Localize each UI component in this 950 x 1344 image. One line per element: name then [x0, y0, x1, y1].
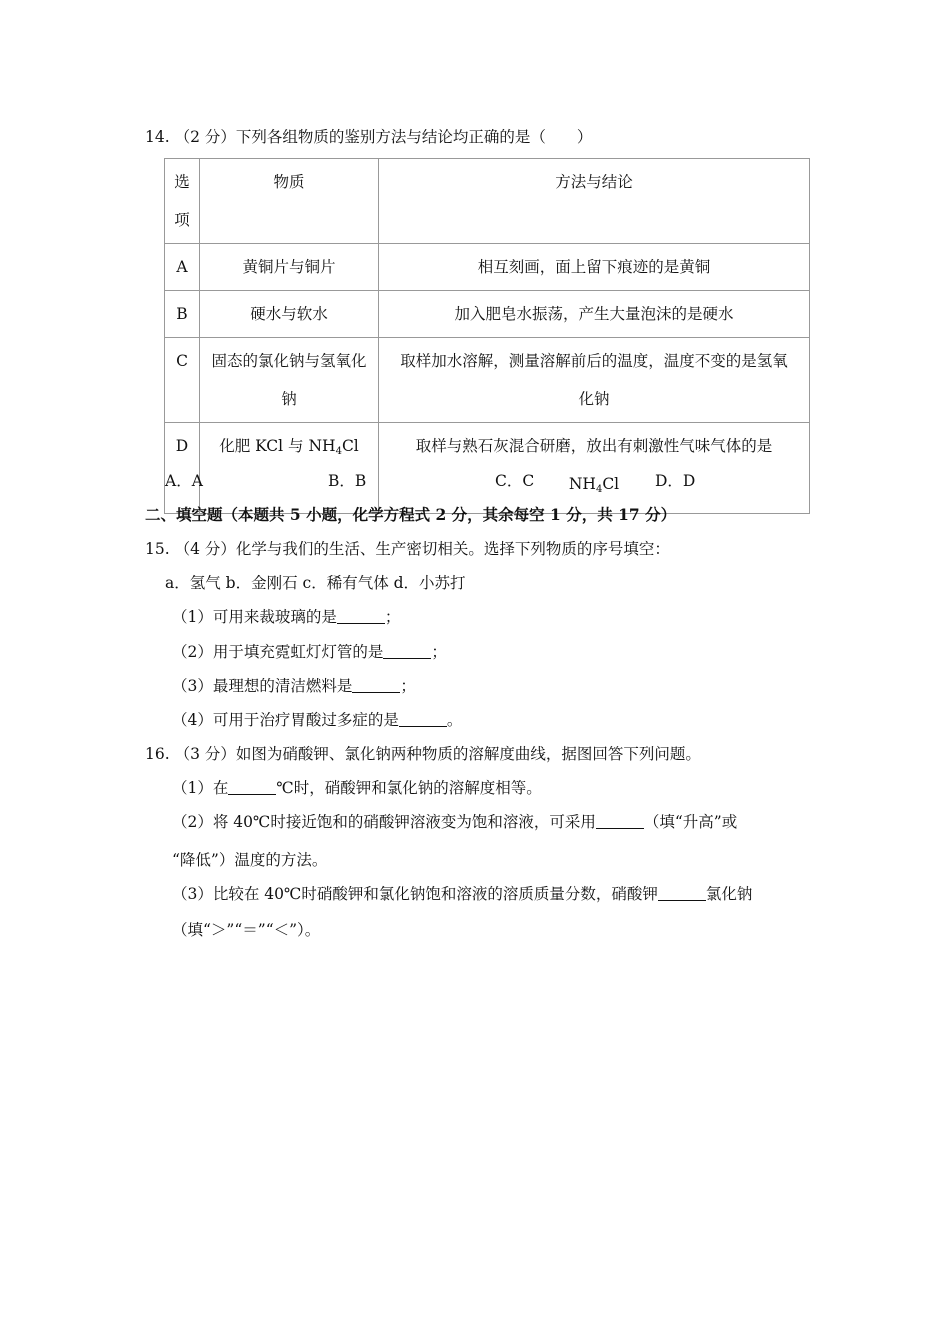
q15-options: a．氢气 b．金刚石 c．稀有气体 d．小苏打 — [165, 574, 466, 592]
table-row — [165, 338, 810, 423]
q16-sub2: （2）将 40℃时接近饱和的硝酸钾溶液变为饱和溶液，可采用 （填“升高”或 — [172, 813, 738, 831]
q16-sub2-cont: “降低”）温度的方法。 — [172, 851, 328, 869]
answer-blank[interactable] — [658, 884, 706, 901]
header-option: 选 项 — [165, 159, 200, 244]
header-substance: 物质 — [200, 159, 379, 244]
row-substance: 黄铜片与铜片 — [200, 244, 379, 291]
answer-blank[interactable] — [228, 778, 276, 795]
q16-sub3: （3）比较在 40℃时硝酸钾和氯化钠饱和溶液的溶质质量分数，硝酸钾 氯化钠 — [172, 885, 753, 903]
q16-sub3-cont: （填“＞”“＝”“＜”）。 — [172, 921, 321, 939]
answer-blank[interactable] — [352, 676, 400, 693]
q16-stem: 16. （3 分）如图为硝酸钾、氯化钠两种物质的溶解度曲线，据图回答下列问题。 — [145, 745, 701, 763]
table-row — [165, 244, 810, 291]
q16-sub1: （1）在 ℃时，硝酸钾和氯化钠的溶解度相等。 — [172, 779, 542, 797]
row-method: 相互刻画，面上留下痕迹的是黄铜 — [379, 244, 810, 291]
table-header-row — [165, 159, 810, 244]
choice-a[interactable]: A．A — [165, 472, 203, 490]
row-substance: 硬水与软水 — [200, 291, 379, 338]
table-row — [165, 291, 810, 338]
q15-sub2: （2）用于填充霓虹灯灯管的是 ； — [172, 643, 447, 661]
answer-blank[interactable] — [337, 607, 385, 624]
row-option: D — [165, 423, 200, 514]
row-method: 取样与熟石灰混合研磨，放出有刺激性气味气体的是 NH4Cl — [379, 423, 810, 514]
header-method: 方法与结论 — [379, 159, 810, 244]
q15-sub4: （4）可用于治疗胃酸过多症的是 。 — [172, 711, 463, 729]
row-option: A — [165, 244, 200, 291]
row-option: C — [165, 338, 200, 423]
answer-blank[interactable] — [383, 642, 431, 659]
row-method: 取样加水溶解，测量溶解前后的温度，温度不变的是氢氧 化钠 — [379, 338, 810, 423]
section-title: 二、填空题（本题共 5 小题，化学方程式 2 分，其余每空 1 分，共 17 分） — [145, 505, 677, 524]
answer-blank[interactable] — [596, 812, 644, 829]
choice-d[interactable]: D．D — [655, 472, 696, 490]
row-method: 加入肥皂水振荡，产生大量泡沫的是硬水 — [379, 291, 810, 338]
q15-stem: 15. （4 分）化学与我们的生活、生产密切相关。选择下列物质的序号填空： — [145, 540, 670, 558]
row-substance: 固态的氯化钠与氢氧化 钠 — [200, 338, 379, 423]
q15-sub1: （1）可用来裁玻璃的是 ； — [172, 608, 401, 626]
q14-stem: 14. （2 分）下列各组物质的鉴别方法与结论均正确的是（ ） — [145, 128, 593, 146]
choice-b[interactable]: B．B — [328, 472, 367, 490]
row-substance: 化肥 KCl 与 NH4Cl — [200, 423, 379, 514]
table-row — [165, 423, 810, 514]
q14-table — [164, 158, 810, 514]
choice-c[interactable]: C．C — [495, 472, 535, 490]
row-option: B — [165, 291, 200, 338]
answer-blank[interactable] — [399, 710, 447, 727]
q15-sub3: （3）最理想的清洁燃料是 ； — [172, 677, 416, 695]
